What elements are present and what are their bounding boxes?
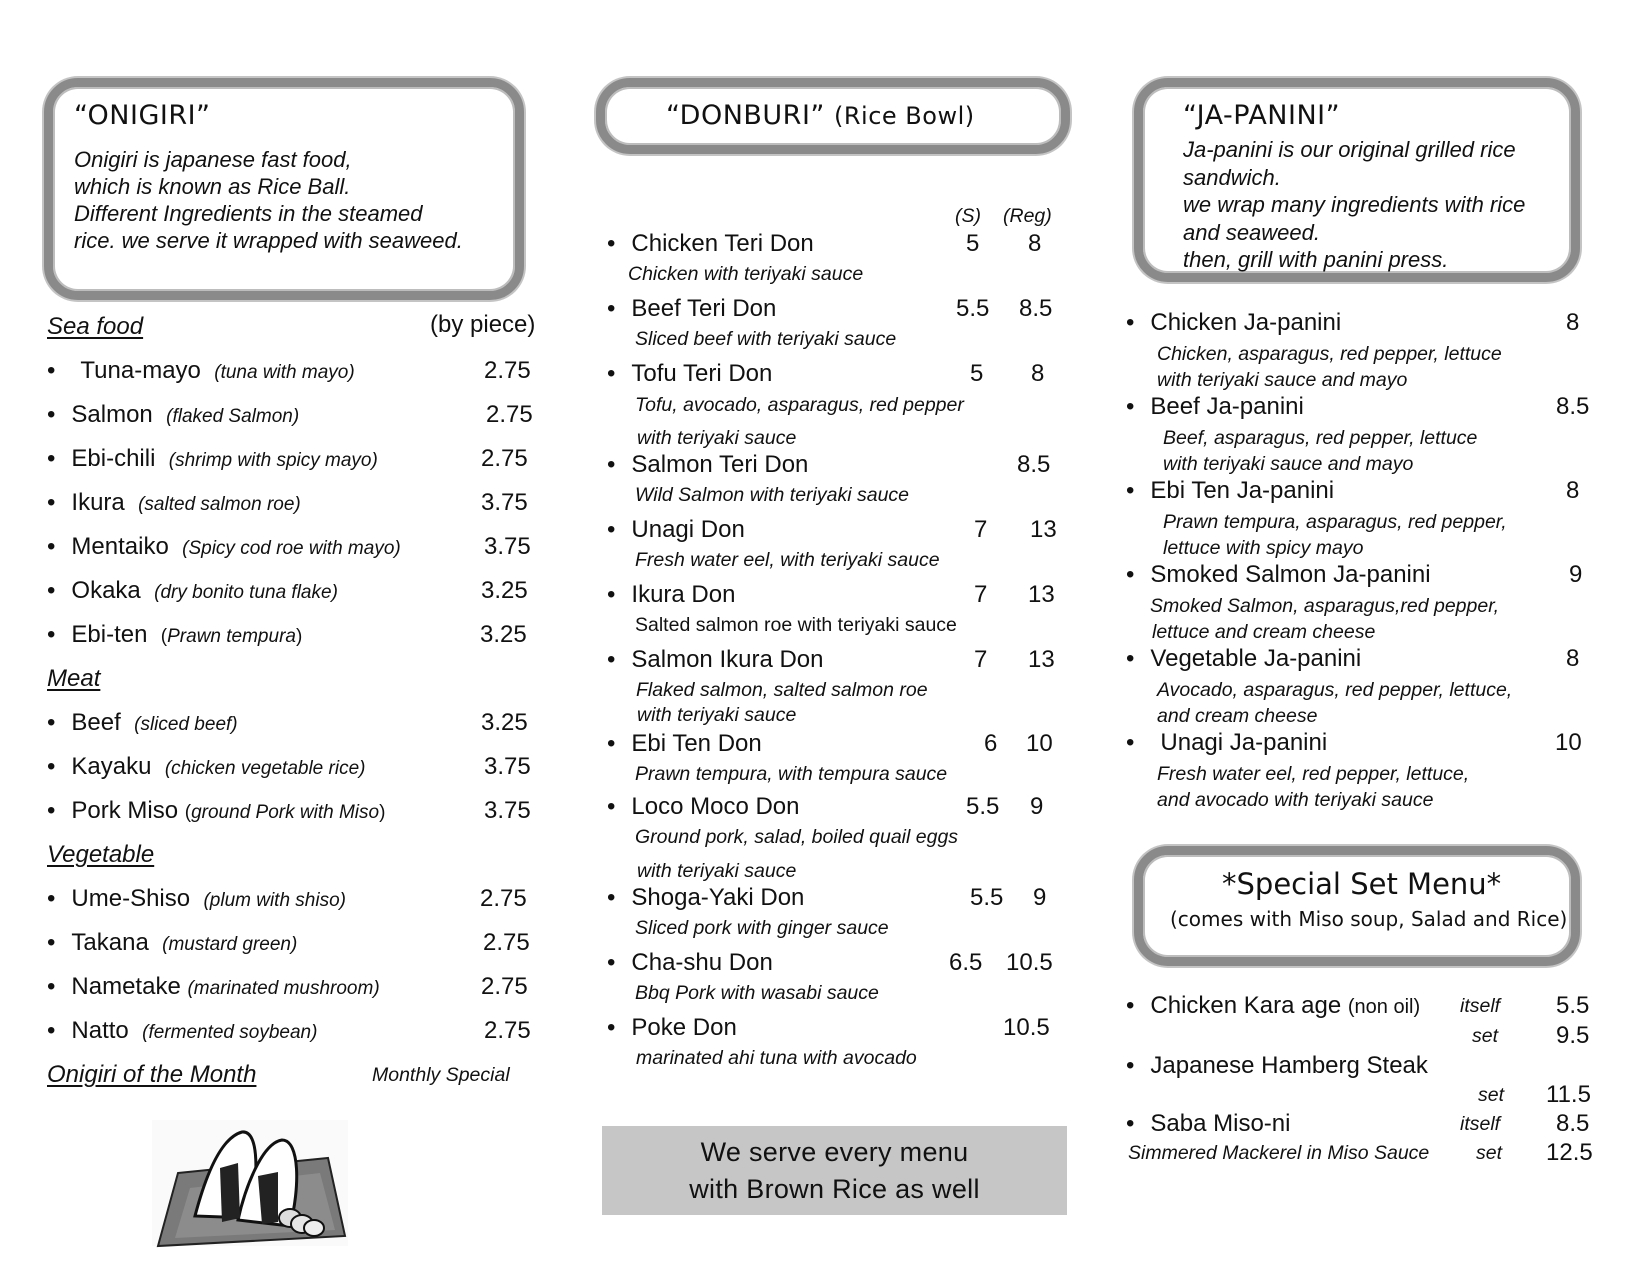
menu-item: • Japanese Hamberg Steak — [1126, 1052, 1428, 1079]
item-price: 9.5 — [1556, 1022, 1590, 1049]
vegetable-heading: Vegetable — [47, 841, 155, 868]
menu-item: • Okaka (dry bonito tuna flake) — [47, 577, 338, 604]
menu-item: • Ebi-chili (shrimp with spicy mayo) — [47, 445, 378, 472]
item-price: 11.5 — [1546, 1081, 1591, 1108]
onigiri-title: “ONIGIRI” — [74, 100, 211, 131]
item-description: Beef, asparagus, red pepper, lettuce — [1163, 427, 1478, 449]
regular-price: 13 — [1028, 646, 1055, 673]
item-price: 3.75 — [484, 533, 531, 560]
item-description: marinated ahi tuna with avocado — [636, 1047, 917, 1069]
small-price: 5 — [966, 230, 980, 257]
onigiri-month-heading: Onigiri of the Month — [47, 1061, 257, 1088]
item-description: Smoked Salmon, asparagus,red pepper, — [1150, 595, 1500, 617]
menu-item: • Salmon Ikura Don — [607, 646, 824, 673]
item-price: 8.5 — [1556, 393, 1590, 420]
regular-price: 8.5 — [1019, 295, 1053, 322]
item-price: 2.75 — [484, 357, 531, 384]
item-description: Chicken, asparagus, red pepper, lettuce — [1157, 343, 1502, 365]
item-price: 8 — [1566, 477, 1580, 504]
menu-item: • Beef (sliced beef) — [47, 709, 238, 736]
item-description: Prawn tempura, with tempura sauce — [635, 763, 948, 785]
menu-item: • Mentaiko (Spicy cod roe with mayo) — [47, 533, 401, 560]
menu-item: • Nametake (marinated mushroom) — [47, 973, 380, 1000]
item-price: 8 — [1566, 645, 1580, 672]
item-description: Tofu, avocado, asparagus, red pepper — [635, 394, 964, 416]
menu-item: • Ebi Ten Don — [607, 730, 762, 757]
onigiri-description: Onigiri is japanese fast food, which is known as Rice Ball. Different Ingredients in the steamed rice. we serve it wrapped with seaweed. — [74, 147, 463, 253]
regular-size-header: (Reg) — [1003, 205, 1052, 227]
regular-price: 13 — [1028, 581, 1055, 608]
donburi-title: “DONBURI” (Rice Bowl) — [666, 100, 975, 131]
item-price: 2.75 — [480, 885, 527, 912]
item-price: 2.75 — [483, 929, 530, 956]
menu-item: • Chicken Ja-panini — [1126, 309, 1342, 336]
small-price: 5.5 — [970, 884, 1004, 911]
by-piece-label: (by piece) — [430, 311, 536, 338]
item-description: Wild Salmon with teriyaki sauce — [635, 484, 910, 506]
item-description: Bbq Pork with wasabi sauce — [635, 982, 879, 1004]
brown-rice-notice: We serve every menu with Brown Rice as well — [602, 1126, 1067, 1215]
menu-item: • Vegetable Ja-panini — [1126, 645, 1362, 672]
item-description: and avocado with teriyaki sauce — [1157, 789, 1434, 811]
small-price: 6 — [984, 730, 998, 757]
menu-item: • Ikura Don — [607, 581, 736, 608]
set-label: set — [1472, 1025, 1499, 1047]
item-price: 3.25 — [480, 621, 527, 648]
menu-item: • Smoked Salmon Ja-panini — [1126, 561, 1431, 588]
item-price: 3.75 — [484, 797, 531, 824]
item-description: with teriyaki sauce and mayo — [1163, 453, 1414, 475]
item-description: with teriyaki sauce — [637, 860, 797, 882]
menu-item: • Loco Moco Don — [607, 793, 800, 820]
small-price: 5 — [970, 360, 984, 387]
item-description: and cream cheese — [1157, 705, 1318, 727]
menu-item: • Cha-shu Don — [607, 949, 773, 976]
set-label: set — [1478, 1084, 1505, 1106]
item-description: with teriyaki sauce — [637, 427, 797, 449]
regular-price: 8 — [1031, 360, 1045, 387]
item-price: 2.75 — [481, 445, 528, 472]
item-price: 3.25 — [481, 577, 528, 604]
item-price: 10 — [1555, 729, 1582, 756]
special-set-title: *Special Set Menu* — [1222, 867, 1502, 901]
item-price: 3.75 — [481, 489, 528, 516]
small-price: 5.5 — [966, 793, 1000, 820]
monthly-special-label: Monthly Special — [372, 1064, 510, 1086]
seafood-heading: Sea food — [47, 313, 144, 340]
item-description: lettuce with spicy mayo — [1163, 537, 1364, 559]
item-description: Prawn tempura, asparagus, red pepper, — [1163, 511, 1507, 533]
set-label: set — [1476, 1142, 1503, 1164]
item-description: with teriyaki sauce — [637, 704, 797, 726]
item-description: Avocado, asparagus, red pepper, lettuce, — [1157, 679, 1513, 701]
menu-item: • Chicken Teri Don — [607, 230, 814, 257]
regular-price: 10 — [1026, 730, 1053, 757]
item-price: 12.5 — [1546, 1139, 1593, 1166]
itself-label: itself — [1460, 995, 1501, 1017]
menu-item: • Chicken Kara age (non oil) — [1126, 992, 1421, 1019]
meat-heading: Meat — [47, 665, 101, 692]
small-price: 7 — [974, 646, 988, 673]
onigiri-illustration-icon — [150, 1118, 350, 1248]
item-price: 2.75 — [484, 1017, 531, 1044]
regular-price: 8 — [1028, 230, 1042, 257]
menu-item: • Unagi Ja-panini — [1126, 729, 1328, 756]
item-price: 3.25 — [481, 709, 528, 736]
japanini-title: “JA-PANINI” — [1183, 100, 1341, 131]
menu-item: • Shoga-Yaki Don — [607, 884, 805, 911]
item-description: Fresh water eel, with teriyaki sauce — [635, 549, 940, 571]
item-description: lettuce and cream cheese — [1152, 621, 1376, 643]
item-price: 3.75 — [484, 753, 531, 780]
item-price: 2.75 — [486, 401, 533, 428]
regular-price: 10.5 — [1006, 949, 1053, 976]
item-description: Sliced pork with ginger sauce — [635, 917, 889, 939]
regular-price: 9 — [1030, 793, 1044, 820]
menu-item: • Pork Miso (ground Pork with Miso) — [47, 797, 386, 824]
itself-label: itself — [1460, 1113, 1501, 1135]
regular-price: 13 — [1030, 516, 1057, 543]
menu-item: • Tuna-mayo (tuna with mayo) — [47, 357, 355, 384]
menu-item: • Beef Teri Don — [607, 295, 777, 322]
item-description: Salted salmon roe with teriyaki sauce — [635, 614, 957, 636]
special-set-box — [1134, 846, 1580, 966]
japanini-description: Ja-panini is our original grilled rice sandwich. we wrap many ingredients with rice and seaweed. then, grill with panini press. — [1183, 137, 1526, 272]
menu-item: • Ume-Shiso (plum with shiso) — [47, 885, 346, 912]
small-price: 7 — [974, 581, 988, 608]
menu-item: • Beef Ja-panini — [1126, 393, 1304, 420]
small-price: 6.5 — [949, 949, 983, 976]
item-description: Fresh water eel, red pepper, lettuce, — [1157, 763, 1470, 785]
menu-item: • Salmon (flaked Salmon) — [47, 401, 300, 428]
item-price: 2.75 — [481, 973, 528, 1000]
menu-item: • Kayaku (chicken vegetable rice) — [47, 753, 366, 780]
item-description: Sliced beef with teriyaki sauce — [635, 328, 897, 350]
regular-price: 10.5 — [1003, 1014, 1050, 1041]
menu-item: • Saba Miso-ni — [1126, 1110, 1291, 1137]
menu-item: • Unagi Don — [607, 516, 745, 543]
regular-price: 9 — [1033, 884, 1047, 911]
special-set-subtitle: (comes with Miso soup, Salad and Rice) — [1170, 907, 1568, 931]
item-description: Ground pork, salad, boiled quail eggs — [635, 826, 959, 848]
small-price: 7 — [974, 516, 988, 543]
menu-item: • Ebi-ten (Prawn tempura) — [47, 621, 303, 648]
menu-item: • Ebi Ten Ja-panini — [1126, 477, 1335, 504]
item-price: 9 — [1569, 561, 1583, 588]
item-description: Chicken with teriyaki sauce — [628, 263, 864, 285]
item-description: with teriyaki sauce and mayo — [1157, 369, 1408, 391]
menu-item: • Ikura (salted salmon roe) — [47, 489, 301, 516]
regular-price: 8.5 — [1017, 451, 1051, 478]
menu-item: • Takana (mustard green) — [47, 929, 298, 956]
menu-item: • Natto (fermented soybean) — [47, 1017, 318, 1044]
item-description: Simmered Mackerel in Miso Sauce — [1128, 1142, 1430, 1164]
item-price: 5.5 — [1556, 992, 1590, 1019]
item-price: 8.5 — [1556, 1110, 1590, 1137]
menu-item: • Tofu Teri Don — [607, 360, 773, 387]
menu-item: • Poke Don — [607, 1014, 737, 1041]
small-size-header: (S) — [955, 205, 981, 227]
small-price: 5.5 — [956, 295, 990, 322]
item-description: Flaked salmon, salted salmon roe — [636, 679, 928, 701]
item-price: 8 — [1566, 309, 1580, 336]
menu-item: • Salmon Teri Don — [607, 451, 809, 478]
